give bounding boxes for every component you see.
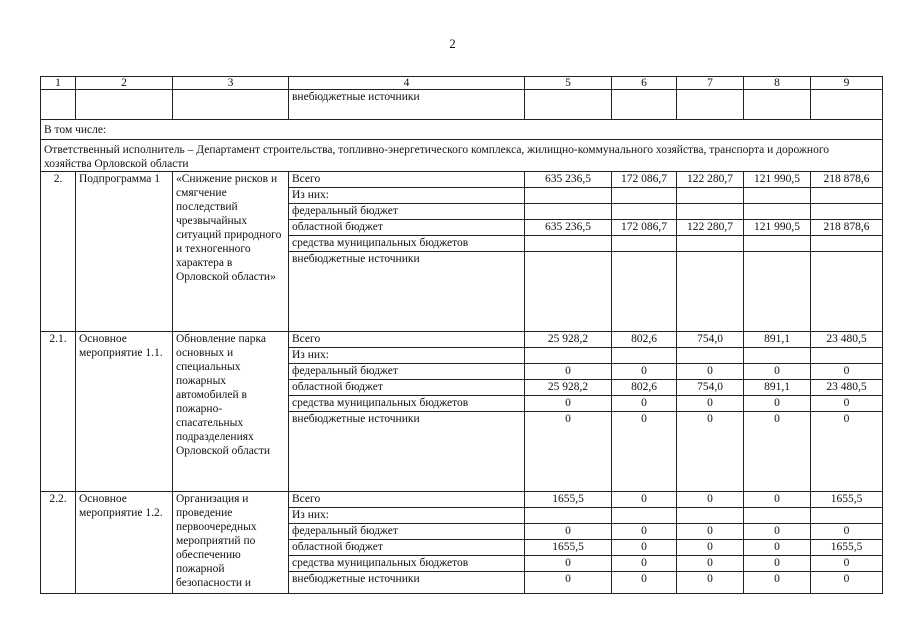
amount-cell: 121 990,5	[744, 220, 811, 236]
amount-cell	[612, 508, 677, 524]
in-that-number-row	[41, 120, 883, 140]
funding-source: областной бюджет	[289, 540, 525, 556]
amount-cell: 0	[744, 364, 811, 380]
amount-cell: 0	[677, 556, 744, 572]
program-name: Основное мероприятие 1.2.	[76, 492, 173, 594]
amount-cell	[811, 188, 883, 204]
amount-cell: 0	[525, 364, 612, 380]
amount-cell: 1655,5	[525, 540, 612, 556]
program-description: Обновление парка основных и специальных пожарных автомобилей в пожарно-спасательных подразделениях Орловской области	[173, 332, 289, 492]
funding-source: внебюджетные источники	[289, 572, 525, 594]
funding-source: средства муниципальных бюджетов	[289, 236, 525, 252]
col-header: 2	[76, 77, 173, 90]
col-header: 1	[41, 77, 76, 90]
amount-cell	[811, 252, 883, 332]
program-name: Основное мероприятие 1.1.	[76, 332, 173, 492]
row-number: 2.	[41, 172, 76, 332]
funding-source: Из них:	[289, 348, 525, 364]
amount-cell: 23 480,5	[811, 332, 883, 348]
amount-cell: 0	[677, 396, 744, 412]
col-header: 7	[677, 77, 744, 90]
amount-cell	[525, 508, 612, 524]
amount-cell	[677, 252, 744, 332]
responsible-executor: Ответственный исполнитель – Департамент строительства, топливно-энергетического комплекса, жилищно-коммунального хозяйства, транспорта и дорожного хозяйства Орловской области	[41, 140, 883, 172]
amount-cell: 754,0	[677, 380, 744, 396]
amount-cell: 0	[744, 572, 811, 594]
amount-cell: 122 280,7	[677, 172, 744, 188]
amount-cell: 218 878,6	[811, 172, 883, 188]
row-number: 2.2.	[41, 492, 76, 594]
amount-cell	[811, 508, 883, 524]
responsible-row	[41, 140, 883, 172]
header-row	[41, 77, 883, 90]
amount-cell: 0	[612, 492, 677, 508]
amount-cell: 0	[525, 396, 612, 412]
funding-source: внебюджетные источники	[289, 252, 525, 332]
table-row	[41, 332, 883, 348]
amount-cell: 1655,5	[525, 492, 612, 508]
funding-source: федеральный бюджет	[289, 364, 525, 380]
amount-cell: 0	[677, 540, 744, 556]
amount-cell: 0	[612, 396, 677, 412]
amount-cell: 0	[525, 556, 612, 572]
amount-cell	[677, 348, 744, 364]
col-header: 9	[811, 77, 883, 90]
amount-cell: 0	[525, 572, 612, 594]
funding-source: Из них:	[289, 188, 525, 204]
amount-cell: 891,1	[744, 380, 811, 396]
amount-cell: 121 990,5	[744, 172, 811, 188]
amount-cell: 122 280,7	[677, 220, 744, 236]
amount-cell: 0	[811, 572, 883, 594]
amount-cell: 0	[677, 524, 744, 540]
top-continuation-row	[41, 90, 883, 120]
funding-source: федеральный бюджет	[289, 524, 525, 540]
amount-cell: 1655,5	[811, 540, 883, 556]
amount-cell: 0	[744, 524, 811, 540]
amount-cell	[744, 204, 811, 220]
row-number: 2.1.	[41, 332, 76, 492]
amount-cell: 0	[612, 524, 677, 540]
amount-cell	[525, 236, 612, 252]
amount-cell: 25 928,2	[525, 380, 612, 396]
amount-cell: 1655,5	[811, 492, 883, 508]
amount-cell: 0	[744, 556, 811, 572]
amount-cell: 0	[677, 364, 744, 380]
program-description: «Снижение рисков и смягчение последствий чрезвычайных ситуаций природного и техногенного характера в Орловской области»	[173, 172, 289, 332]
amount-cell: 802,6	[612, 332, 677, 348]
amount-cell: 0	[677, 492, 744, 508]
amount-cell: 0	[612, 556, 677, 572]
budget-table	[40, 76, 883, 594]
amount-cell: 0	[811, 524, 883, 540]
program-name: Подпрограмма 1	[76, 172, 173, 332]
page-number: 2	[449, 36, 456, 51]
col-header: 3	[173, 77, 289, 90]
program-description: Организация и проведение первоочередных мероприятий по обеспечению пожарной безопасности и	[173, 492, 289, 594]
amount-cell	[525, 204, 612, 220]
amount-cell	[525, 188, 612, 204]
amount-cell: 0	[744, 396, 811, 412]
funding-source: внебюджетные источники	[289, 412, 525, 492]
amount-cell: 0	[525, 412, 612, 492]
amount-cell	[744, 236, 811, 252]
amount-cell: 0	[811, 364, 883, 380]
amount-cell	[677, 188, 744, 204]
amount-cell	[612, 204, 677, 220]
col-header: 4	[289, 77, 525, 90]
amount-cell: 635 236,5	[525, 220, 612, 236]
amount-cell: 635 236,5	[525, 172, 612, 188]
amount-cell: 23 480,5	[811, 380, 883, 396]
amount-cell: 172 086,7	[612, 172, 677, 188]
amount-cell	[677, 508, 744, 524]
amount-cell: 0	[612, 540, 677, 556]
amount-cell: 0	[744, 412, 811, 492]
amount-cell: 0	[811, 412, 883, 492]
in-that-number: В том числе:	[41, 120, 883, 140]
table-row	[41, 172, 883, 188]
amount-cell	[744, 252, 811, 332]
source-label: внебюджетные источники	[289, 90, 525, 120]
funding-source: Из них:	[289, 508, 525, 524]
amount-cell: 891,1	[744, 332, 811, 348]
amount-cell: 172 086,7	[612, 220, 677, 236]
funding-source: федеральный бюджет	[289, 204, 525, 220]
funding-source: областной бюджет	[289, 380, 525, 396]
col-header: 5	[525, 77, 612, 90]
amount-cell	[612, 348, 677, 364]
col-header: 6	[612, 77, 677, 90]
funding-source: Всего	[289, 492, 525, 508]
amount-cell: 0	[744, 540, 811, 556]
amount-cell: 218 878,6	[811, 220, 883, 236]
amount-cell	[811, 204, 883, 220]
amount-cell: 0	[677, 572, 744, 594]
amount-cell	[612, 188, 677, 204]
amount-cell	[612, 252, 677, 332]
amount-cell: 802,6	[612, 380, 677, 396]
amount-cell: 0	[525, 524, 612, 540]
amount-cell: 0	[677, 412, 744, 492]
amount-cell	[612, 236, 677, 252]
col-header: 8	[744, 77, 811, 90]
amount-cell	[811, 348, 883, 364]
amount-cell: 0	[811, 396, 883, 412]
amount-cell: 0	[811, 556, 883, 572]
amount-cell: 0	[612, 364, 677, 380]
amount-cell: 0	[744, 492, 811, 508]
amount-cell	[744, 348, 811, 364]
funding-source: Всего	[289, 172, 525, 188]
amount-cell	[525, 348, 612, 364]
amount-cell	[677, 204, 744, 220]
amount-cell: 754,0	[677, 332, 744, 348]
funding-source: областной бюджет	[289, 220, 525, 236]
amount-cell: 0	[612, 412, 677, 492]
amount-cell	[744, 508, 811, 524]
table-row	[41, 492, 883, 508]
amount-cell: 25 928,2	[525, 332, 612, 348]
funding-source: средства муниципальных бюджетов	[289, 556, 525, 572]
funding-source: Всего	[289, 332, 525, 348]
funding-source: средства муниципальных бюджетов	[289, 396, 525, 412]
amount-cell	[811, 236, 883, 252]
amount-cell	[744, 188, 811, 204]
amount-cell: 0	[612, 572, 677, 594]
amount-cell	[677, 236, 744, 252]
amount-cell	[525, 252, 612, 332]
